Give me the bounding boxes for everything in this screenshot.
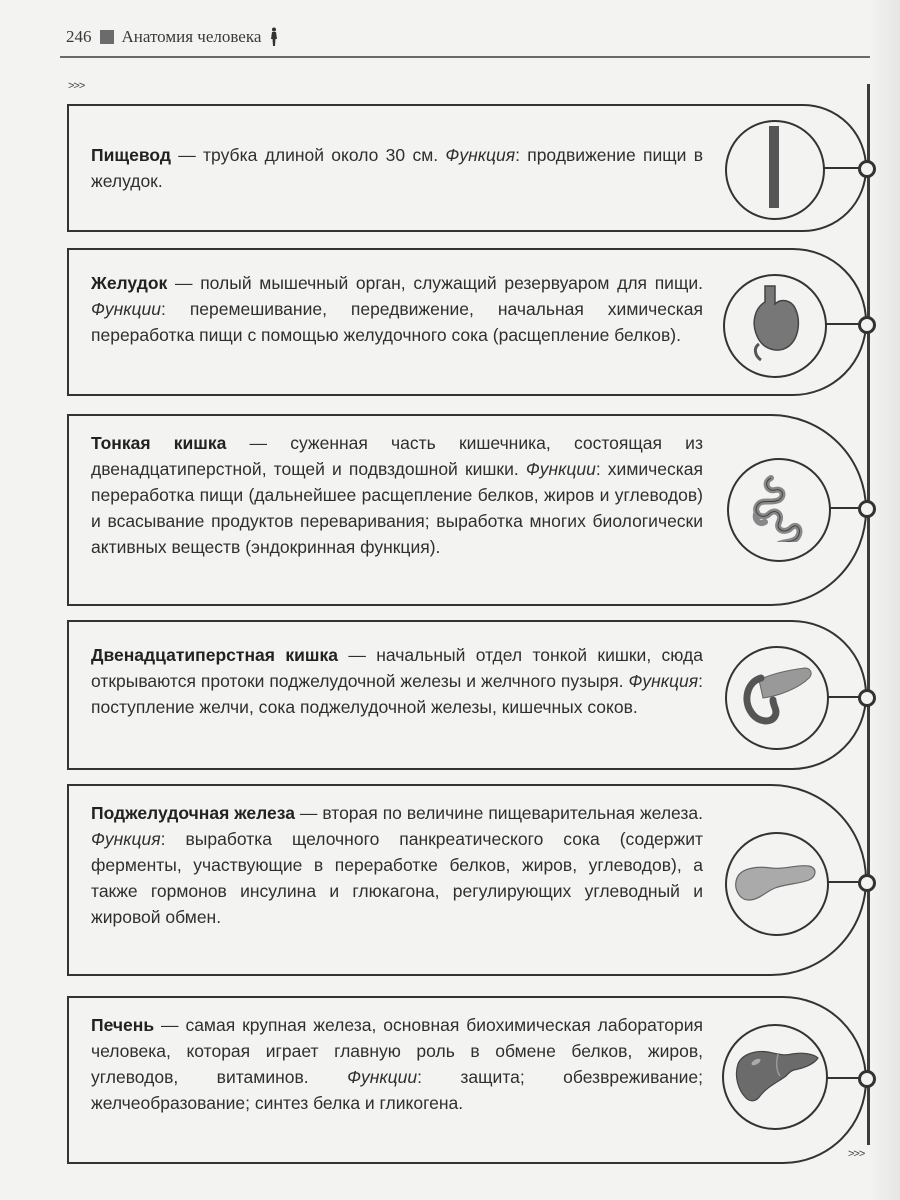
small-intestine-icon <box>743 472 813 542</box>
timeline-node <box>858 1070 876 1088</box>
organ-term: Двенадцатиперстная кишка <box>91 645 338 665</box>
header-rule <box>60 56 870 58</box>
connector-line <box>826 1077 861 1079</box>
function-label: Функция <box>91 829 161 849</box>
human-figure-icon <box>269 27 279 47</box>
timeline-node <box>858 689 876 707</box>
pancreas-icon <box>733 862 817 902</box>
timeline-node <box>858 874 876 892</box>
organ-card-liver <box>67 996 867 1164</box>
timeline-node <box>858 500 876 518</box>
connector-line <box>825 323 861 325</box>
square-icon <box>100 30 114 44</box>
connector-line <box>827 696 861 698</box>
continuation-marker-bottom: >>> <box>848 1148 865 1160</box>
organ-term: Тонкая кишка <box>91 433 227 453</box>
esophagus-icon <box>767 126 781 212</box>
organ-card-pancreas <box>67 784 867 976</box>
organ-description: Поджелудочная железа — вторая по величине пищеварительная железа. Функция: выработка щелочного панкреатического сока (содержит ферменты, участвующие в переработке белков, жиров, углеводов), а также гормонов инсулина и глюкагона, регулирующих углеводный и жировой обмен. <box>91 803 703 927</box>
organ-card-esophagus <box>67 104 867 232</box>
function-label: Функции <box>91 299 162 319</box>
liver-icon <box>732 1046 822 1106</box>
organ-term: Печень <box>91 1015 155 1035</box>
connector-line <box>829 507 861 509</box>
organ-card-small-intestine <box>67 414 867 606</box>
section-title: Анатомия человека <box>121 27 262 46</box>
organ-card-stomach <box>67 248 867 396</box>
organ-term: Поджелудочная железа <box>91 803 295 823</box>
organ-description: Пищевод — трубка длиной около 30 см. Функция: продвижение пищи в желудок. <box>91 145 703 191</box>
organ-description: Желудок — полый мышечный орган, служащий резервуаром для пищи. Функции: перемешивание, передвижение, начальная химическая переработка пищи с помощью желудочного сока (расщепление белков). <box>91 273 703 345</box>
organ-description: Двенадцатиперстная кишка — начальный отдел тонкой кишки, сюда открываются протоки поджелудочной железы и желчного пузыря. Функция: поступление желчи, сока поджелудочной железы, кишечных соков. <box>91 645 703 717</box>
stomach-icon <box>747 284 803 364</box>
organ-card-duodenum <box>67 620 867 770</box>
organ-description: Печень — самая крупная железа, основная биохимическая лаборатория человека, которая играет главную роль в обмене белков, жиров, углеводов, витаминов. Функции: защита; обезвреживание; желчеобразование; синтез белка и гликогена. <box>91 1015 703 1113</box>
page-gutter-shade <box>870 0 900 1200</box>
timeline-spine <box>867 84 870 1145</box>
page-number: 246 <box>66 27 92 46</box>
connector-line <box>827 881 861 883</box>
continuation-marker-top: >>> <box>68 80 85 92</box>
timeline-node <box>858 316 876 334</box>
organ-description: Тонкая кишка — суженная часть кишечника, состоящая из двенадцатиперстной, тощей и подвздошной кишки. Функции: химическая переработка пищи (дальнейшее расщепление белков, жиров и углеводов) и всасывание продуктов переваривания; выработка многих биологически активных веществ (эндокринная функция). <box>91 433 703 557</box>
function-label: Функции <box>525 459 596 479</box>
function-label: Функция <box>445 145 516 165</box>
running-head <box>66 27 279 47</box>
organ-term: Желудок <box>91 273 168 293</box>
timeline-node <box>858 160 876 178</box>
duodenum-icon <box>739 664 815 728</box>
organ-term: Пищевод <box>91 145 171 165</box>
connector-line <box>823 167 861 169</box>
function-label: Функции <box>347 1067 418 1087</box>
function-label: Функция <box>628 671 699 691</box>
